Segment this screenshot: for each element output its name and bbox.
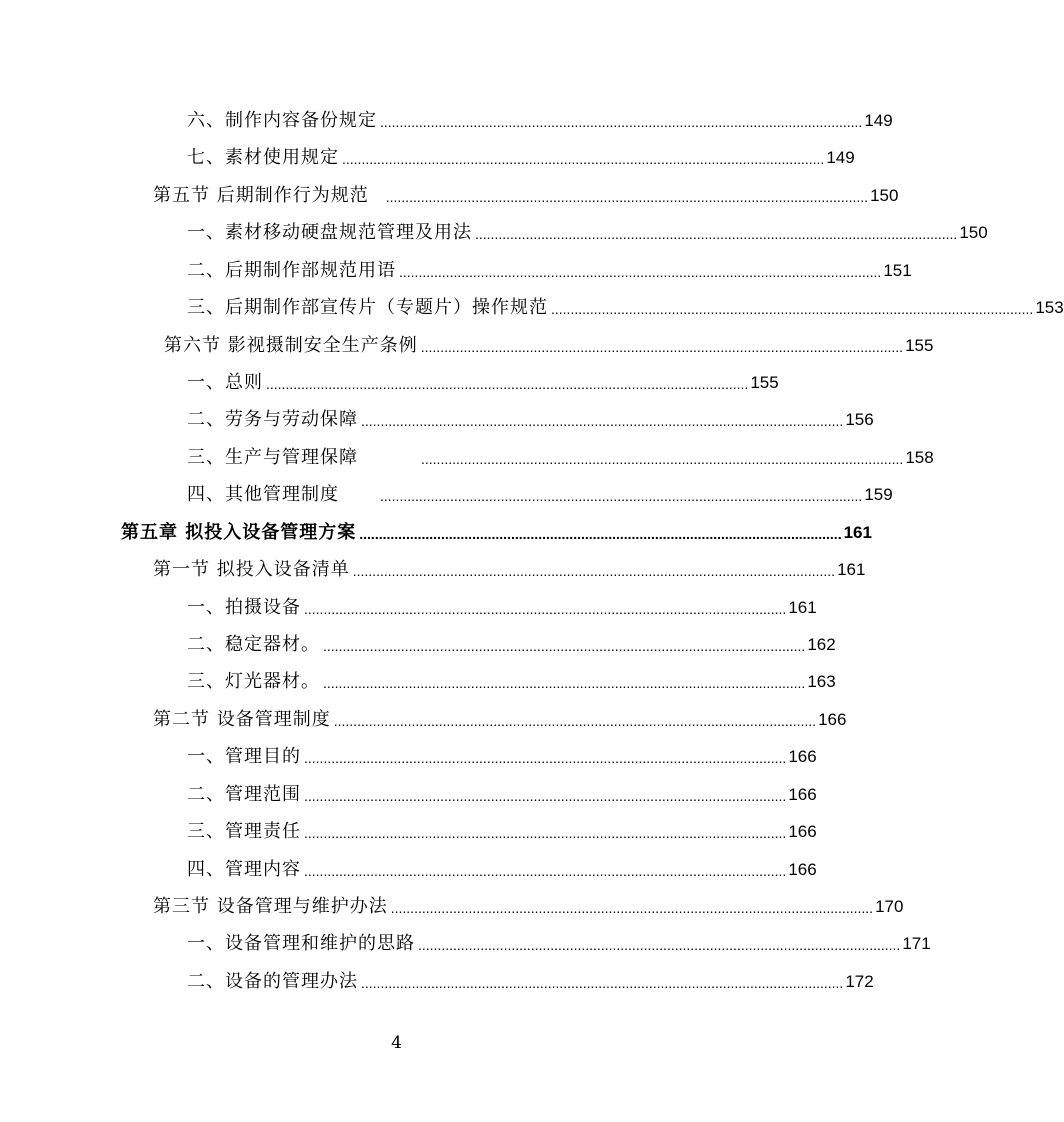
toc-leader-dots: ............................................................................................................................	[304, 788, 787, 804]
toc-leader-dots: ............................................................................................................................	[359, 526, 842, 542]
toc-entry-page: 161	[788, 598, 817, 617]
toc-entry-title: 四、其他管理制度	[187, 484, 339, 505]
toc-entry[interactable]	[187, 780, 817, 806]
page-number: 4	[391, 1033, 402, 1053]
toc-entry[interactable]	[187, 480, 893, 506]
toc-leader-dots: ............................................................................................................................	[380, 488, 863, 504]
toc-leader-dots: ............................................................................................................................	[342, 151, 825, 167]
toc-entry-page: 163	[807, 672, 836, 691]
toc-chapter-entry[interactable]	[121, 518, 872, 544]
toc-leader-dots: ............................................................................................................................	[385, 189, 869, 205]
toc-entry-title: 第三节 设备管理与维护办法	[153, 896, 388, 917]
toc-entry[interactable]	[187, 929, 931, 955]
toc-entry-title: 六、制作内容备份规定	[187, 110, 377, 131]
toc-entry[interactable]	[187, 742, 817, 768]
toc-leader-dots: ............................................................................................................................	[323, 675, 806, 691]
toc-entry-title: 一、拍摄设备	[187, 597, 301, 618]
toc-entry[interactable]	[153, 705, 847, 731]
toc-entry[interactable]	[187, 256, 912, 282]
toc-entry-title: 三、后期制作部宣传片（专题片）操作规范	[187, 297, 548, 318]
toc-entry[interactable]	[187, 106, 893, 132]
toc-entry-page: 158	[905, 448, 934, 467]
toc-leader-dots: ............................................................................................................................	[323, 638, 806, 654]
toc-entry-page: 149	[864, 111, 893, 130]
toc-leader-dots: ............................................................................................................................	[475, 226, 958, 242]
toc-leader-dots: ............................................................................................................................	[333, 713, 817, 729]
toc-entry-title: 二、设备的管理办法	[187, 971, 358, 992]
toc-entry-page: 151	[883, 261, 912, 280]
toc-entry-title: 第五节 后期制作行为规范	[153, 185, 369, 206]
toc-leader-dots: ............................................................................................................................	[361, 975, 844, 991]
toc-entry-title: 三、管理责任	[187, 821, 301, 842]
toc-entry-page: 150	[959, 223, 988, 242]
toc-entry-title: 四、管理内容	[187, 859, 301, 880]
toc-entry-title: 二、稳定器材。	[187, 634, 320, 655]
toc-entry-title: 二、后期制作部规范用语	[187, 260, 396, 281]
toc-entry-page: 166	[788, 822, 817, 841]
toc-leader-dots: ............................................................................................................................	[399, 264, 882, 280]
toc-entry[interactable]	[187, 667, 836, 693]
toc-leader-dots: ............................................................................................................................	[352, 563, 836, 579]
toc-leader-dots: ............................................................................................................................	[266, 376, 749, 392]
toc-entry-title: 七、素材使用规定	[187, 147, 339, 168]
toc-entry-title: 第二节 设备管理制度	[153, 709, 331, 730]
toc-leader-dots: ............................................................................................................................	[420, 339, 904, 355]
toc-entry[interactable]	[187, 443, 934, 469]
toc-entry[interactable]	[187, 817, 817, 843]
toc-entry-title: 二、管理范围	[187, 784, 301, 805]
toc-entry[interactable]	[187, 630, 836, 656]
toc-leader-dots: ............................................................................................................................	[304, 750, 787, 766]
toc-leader-dots: ............................................................................................................................	[418, 937, 901, 953]
toc-entry[interactable]	[187, 293, 1064, 319]
toc-leader-dots: ............................................................................................................................	[551, 301, 1034, 317]
toc-entry-page: 159	[864, 485, 893, 504]
toc-entry[interactable]	[187, 218, 988, 244]
toc-entry[interactable]	[153, 892, 904, 918]
toc-leader-dots: ............................................................................................................................	[421, 451, 904, 467]
toc-entry-page: 162	[807, 635, 836, 654]
toc-leader-dots: ............................................................................................................................	[390, 900, 874, 916]
toc-entry-page: 171	[902, 934, 931, 953]
toc-entry-page: 150	[870, 186, 899, 205]
toc-entry-page: 155	[750, 373, 779, 392]
toc-entry-title: 一、素材移动硬盘规范管理及用法	[187, 222, 472, 243]
toc-entry-page: 166	[788, 860, 817, 879]
toc-leader-dots: ............................................................................................................................	[361, 413, 844, 429]
toc-entry[interactable]	[164, 331, 934, 357]
toc-entry-title: 一、总则	[187, 372, 263, 393]
toc-leader-dots: ............................................................................................................................	[304, 825, 787, 841]
toc-entry-page: 166	[788, 785, 817, 804]
toc-entry-page: 161	[837, 560, 866, 579]
toc-leader-dots: ............................................................................................................................	[304, 863, 787, 879]
toc-entry-page: 172	[845, 972, 874, 991]
toc-entry-title: 三、生产与管理保障	[187, 447, 358, 468]
toc-entry[interactable]	[153, 555, 866, 581]
toc-leader-dots: ............................................................................................................................	[380, 114, 863, 130]
toc-entry-title: 第一节 拟投入设备清单	[153, 559, 350, 580]
toc-entry-page: 170	[875, 897, 904, 916]
toc-entry-page: 155	[905, 336, 934, 355]
toc-entry-page: 156	[845, 410, 874, 429]
toc-entry[interactable]	[187, 368, 779, 394]
toc-entry[interactable]	[187, 855, 817, 881]
toc-entry[interactable]	[187, 405, 874, 431]
toc-entry-page: 153	[1035, 298, 1064, 317]
toc-entry[interactable]	[187, 593, 817, 619]
toc-leader-dots: ............................................................................................................................	[304, 601, 787, 617]
toc-entry-title: 第五章 拟投入设备管理方案	[121, 522, 357, 543]
toc-entry[interactable]	[187, 143, 855, 169]
toc-entry-title: 三、灯光器材。	[187, 671, 320, 692]
toc-entry-page: 161	[843, 523, 872, 542]
toc-entry-title: 第六节 影视摄制安全生产条例	[164, 335, 418, 356]
toc-entry-page: 166	[818, 710, 847, 729]
toc-entry[interactable]	[187, 967, 874, 993]
toc-entry-title: 二、劳务与劳动保障	[187, 409, 358, 430]
toc-entry-page: 166	[788, 747, 817, 766]
toc-entry-page: 149	[826, 148, 855, 167]
toc-entry-title: 一、设备管理和维护的思路	[187, 933, 415, 954]
toc-entry-title: 一、管理目的	[187, 746, 301, 767]
toc-entry[interactable]	[153, 181, 899, 207]
